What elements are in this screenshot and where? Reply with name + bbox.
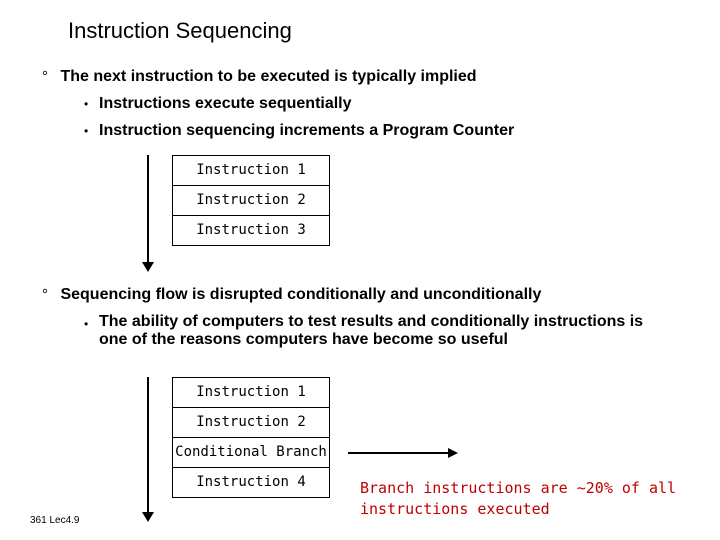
instruction-box: Instruction 3 bbox=[172, 215, 330, 246]
flow-arrow-line-2 bbox=[147, 377, 149, 512]
sub-bullet-marker: • bbox=[84, 124, 89, 138]
section2-heading bbox=[42, 286, 541, 304]
flow-arrow-line-1 bbox=[147, 155, 149, 262]
bullet-marker: ° bbox=[42, 286, 48, 303]
right-arrow-icon bbox=[448, 448, 458, 458]
down-arrow-icon bbox=[142, 262, 154, 272]
bullet-marker: ° bbox=[42, 68, 48, 85]
section1-heading-text: The next instruction to be executed is typically implied bbox=[60, 68, 477, 85]
sub-bullet-marker: • bbox=[84, 97, 89, 111]
sub-bullet-marker: • bbox=[84, 317, 89, 331]
conditional-branch-box: Conditional Branch bbox=[172, 437, 330, 468]
slide-footer: 361 Lec4.9 bbox=[30, 515, 80, 526]
section1-sub-1 bbox=[84, 95, 352, 113]
section1-sub-1-text: Instructions execute sequentially bbox=[99, 95, 352, 112]
section2-sub-1 bbox=[84, 313, 659, 349]
instruction-box: Instruction 2 bbox=[172, 185, 330, 216]
instruction-box: Instruction 4 bbox=[172, 467, 330, 498]
instruction-box: Instruction 1 bbox=[172, 377, 330, 408]
down-arrow-icon bbox=[142, 512, 154, 522]
instruction-box: Instruction 1 bbox=[172, 155, 330, 186]
section1-sub-2 bbox=[84, 122, 514, 140]
slide-title: Instruction Sequencing bbox=[68, 18, 292, 43]
instruction-box: Instruction 2 bbox=[172, 407, 330, 438]
section2-sub-1-text: The ability of computers to test results and conditionally instructions is one of the reasons computers have become so useful bbox=[99, 313, 644, 348]
branch-arrow-line bbox=[348, 452, 448, 454]
section2-heading-text: Sequencing flow is disrupted conditionally and unconditionally bbox=[60, 286, 542, 303]
branch-note: Branch instructions are ~20% of all instructions executed bbox=[360, 479, 677, 518]
section1-sub-2-text: Instruction sequencing increments a Program Counter bbox=[99, 122, 515, 139]
section1-heading bbox=[42, 68, 477, 86]
